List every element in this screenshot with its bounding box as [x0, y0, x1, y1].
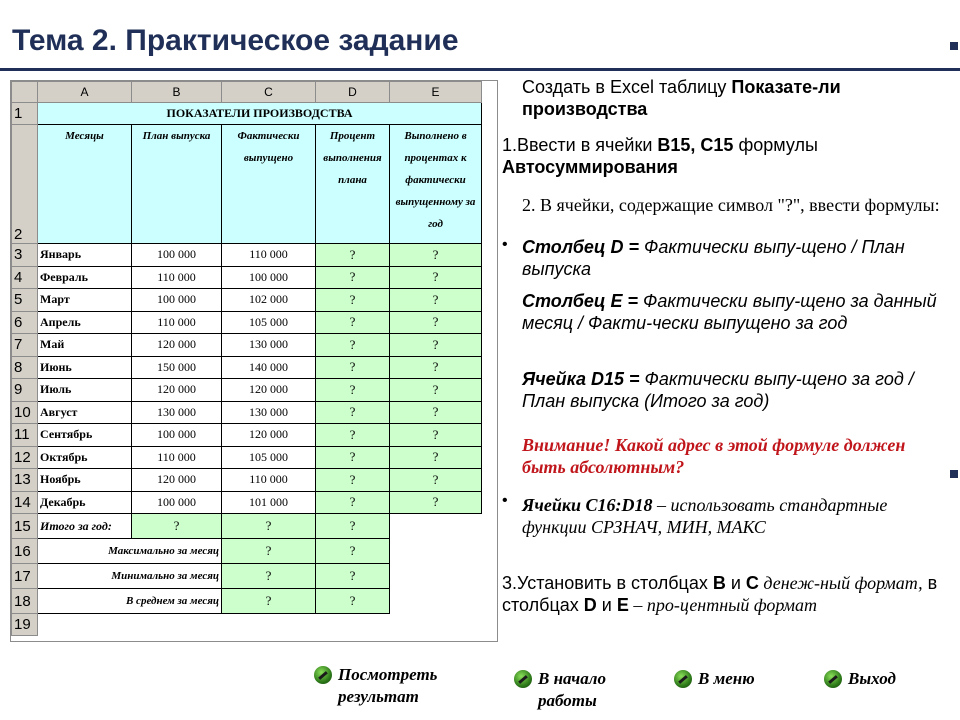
stats-percent-cell[interactable]: ? [316, 564, 390, 589]
stats-fact-cell[interactable]: ? [222, 564, 316, 589]
month-cell[interactable]: Сентябрь [38, 424, 132, 447]
percent-cell[interactable]: ? [316, 334, 390, 357]
stats-label-cell[interactable]: Минимально за месяц [38, 564, 222, 589]
table-row [12, 424, 482, 447]
empty-cell[interactable] [38, 614, 132, 636]
month-cell[interactable]: Ноябрь [38, 469, 132, 492]
step-text: формулы [733, 135, 818, 155]
row-header[interactable]: 8 [12, 356, 38, 379]
table-row [12, 491, 482, 514]
column-header[interactable]: A [38, 82, 132, 103]
empty-cell[interactable] [390, 614, 482, 636]
formula-label: Ячейки C16:D18 [522, 495, 653, 515]
row-header[interactable]: 3 [12, 244, 38, 267]
stats-row [12, 539, 482, 564]
table-row [12, 401, 482, 424]
step-italic: денеж-ный формат, [758, 573, 923, 593]
stats-fact-cell[interactable]: ? [222, 539, 316, 564]
header-cell[interactable]: Месяцы [38, 125, 132, 244]
total-percent-cell[interactable]: ? [316, 514, 390, 539]
row-header[interactable]: 18 [12, 589, 38, 614]
check-circle-icon [314, 666, 332, 684]
row-header[interactable]: 12 [12, 446, 38, 469]
cell-d15-formula [522, 368, 952, 412]
plan-cell[interactable]: 120 000 [132, 469, 222, 492]
check-circle-icon [824, 670, 842, 688]
step-bold: Автосуммирования [502, 157, 678, 177]
percent-cell[interactable]: ? [316, 401, 390, 424]
plan-cell[interactable]: 150 000 [132, 356, 222, 379]
percent-cell[interactable]: ? [316, 311, 390, 334]
fact-cell[interactable]: 140 000 [222, 356, 316, 379]
check-circle-icon [674, 670, 692, 688]
intro-plain: Создать в Excel таблицу [522, 77, 732, 97]
total-row [12, 514, 482, 539]
bullet-icon: • [502, 236, 508, 253]
share-cell[interactable]: ? [390, 379, 482, 402]
header-cell[interactable]: Выполнено в процентах к фактически выпущенному за год [390, 125, 482, 244]
column-header-row [12, 82, 482, 103]
plan-cell[interactable]: 120 000 [132, 334, 222, 357]
header-cell[interactable]: Процент выполнения плана [316, 125, 390, 244]
table-row [12, 379, 482, 402]
share-cell[interactable]: ? [390, 491, 482, 514]
stats-row [12, 564, 482, 589]
fact-cell[interactable]: 105 000 [222, 446, 316, 469]
spreadsheet [10, 80, 498, 642]
step-bold: D [583, 595, 597, 615]
row-header[interactable]: 1 [12, 103, 38, 125]
share-cell[interactable]: ? [390, 401, 482, 424]
header-cell[interactable]: Фактически выпущено [222, 125, 316, 244]
row-header[interactable]: 11 [12, 424, 38, 447]
plan-cell[interactable]: 130 000 [132, 401, 222, 424]
empty-cell[interactable] [390, 539, 482, 564]
row-header[interactable]: 4 [12, 266, 38, 289]
stats-percent-cell[interactable]: ? [316, 539, 390, 564]
plan-cell[interactable]: 100 000 [132, 491, 222, 514]
step-bold: B15, C15 [657, 135, 734, 155]
percent-cell[interactable]: ? [316, 266, 390, 289]
exit-button[interactable] [824, 668, 934, 690]
percent-cell[interactable]: ? [316, 491, 390, 514]
stats-label-cell[interactable]: В среднем за месяц [38, 589, 222, 614]
table-row [12, 103, 482, 125]
exit-label: Выход [848, 669, 896, 688]
month-cell[interactable]: Март [38, 289, 132, 312]
fact-cell[interactable]: 110 000 [222, 244, 316, 267]
column-e-formula [522, 290, 952, 334]
step-number: 1. [502, 135, 518, 155]
header-cell[interactable]: План выпуска [132, 125, 222, 244]
stats-percent-cell[interactable]: ? [316, 589, 390, 614]
empty-cell[interactable] [390, 564, 482, 589]
bullet-icon: • [502, 492, 508, 509]
share-cell[interactable]: ? [390, 311, 482, 334]
row-header[interactable]: 14 [12, 491, 38, 514]
fact-cell[interactable]: 105 000 [222, 311, 316, 334]
check-circle-icon [514, 670, 532, 688]
month-cell[interactable]: Июнь [38, 356, 132, 379]
corner-cell [12, 82, 38, 103]
empty-cell[interactable] [390, 514, 482, 539]
formula-text: Фактически выпу-щено / План выпуска [522, 237, 905, 279]
percent-cell[interactable]: ? [316, 356, 390, 379]
step-2: 2. В ячейки, содержащие символ "?", ввести формулы: [522, 195, 940, 215]
plan-cell[interactable]: 100 000 [132, 289, 222, 312]
row-header[interactable]: 2 [12, 125, 38, 244]
share-cell[interactable]: ? [390, 334, 482, 357]
share-cell[interactable]: ? [390, 244, 482, 267]
formula-label: Столбец E = [522, 291, 639, 311]
month-cell[interactable]: Май [38, 334, 132, 357]
plan-cell[interactable]: 120 000 [132, 379, 222, 402]
table-row [12, 334, 482, 357]
share-cell[interactable]: ? [390, 446, 482, 469]
plan-cell[interactable]: 100 000 [132, 244, 222, 267]
step-text: и [596, 595, 617, 615]
formula-text: Фактически выпу-щено за данный месяц / Факти-чески выпущено за год [522, 291, 937, 333]
table-row [12, 289, 482, 312]
fact-cell[interactable]: 130 000 [222, 334, 316, 357]
fact-cell[interactable]: 120 000 [222, 424, 316, 447]
percent-cell[interactable]: ? [316, 469, 390, 492]
percent-cell[interactable]: ? [316, 424, 390, 447]
total-label-cell[interactable]: Итого за год: [38, 514, 132, 539]
column-header[interactable]: B [132, 82, 222, 103]
share-cell[interactable]: ? [390, 266, 482, 289]
fact-cell[interactable]: 110 000 [222, 469, 316, 492]
empty-cell[interactable] [316, 614, 390, 636]
table-row [12, 244, 482, 267]
share-cell[interactable]: ? [390, 356, 482, 379]
square-marker-icon [950, 42, 958, 50]
month-cell[interactable]: Февраль [38, 266, 132, 289]
month-cell[interactable]: Декабрь [38, 491, 132, 514]
total-plan-cell[interactable]: ? [132, 514, 222, 539]
table-row [12, 125, 482, 244]
step-number: 3. [502, 573, 518, 593]
percent-cell[interactable]: ? [316, 244, 390, 267]
step-text: в столбцах [502, 573, 938, 615]
fact-cell[interactable]: 100 000 [222, 266, 316, 289]
plan-cell[interactable]: 110 000 [132, 266, 222, 289]
table-row [12, 356, 482, 379]
column-header[interactable]: C [222, 82, 316, 103]
to-start-label: В начало работы [538, 669, 606, 710]
column-d-formula [522, 236, 952, 280]
view-result-button[interactable] [314, 664, 484, 708]
step-text: Ввести в ячейки [517, 135, 658, 155]
plan-cell[interactable]: 100 000 [132, 424, 222, 447]
formula-label: Столбец D = [522, 237, 640, 257]
table-row [12, 311, 482, 334]
table-row [12, 446, 482, 469]
row-header[interactable]: 13 [12, 469, 38, 492]
fact-cell[interactable]: 102 000 [222, 289, 316, 312]
total-fact-cell[interactable]: ? [222, 514, 316, 539]
share-cell[interactable]: ? [390, 469, 482, 492]
table-row [12, 469, 482, 492]
formula-label: Ячейка D15 = [522, 369, 640, 389]
row-header[interactable]: 16 [12, 539, 38, 564]
row-header[interactable]: 10 [12, 401, 38, 424]
fact-cell[interactable]: 101 000 [222, 491, 316, 514]
step-1 [502, 134, 952, 178]
month-cell[interactable]: Октябрь [38, 446, 132, 469]
empty-cell[interactable] [222, 614, 316, 636]
to-menu-button[interactable] [674, 668, 794, 690]
share-cell[interactable]: ? [390, 424, 482, 447]
row-header[interactable]: 15 [12, 514, 38, 539]
fact-cell[interactable]: 130 000 [222, 401, 316, 424]
stats-label-cell[interactable]: Максимально за месяц [38, 539, 222, 564]
column-header[interactable]: D [316, 82, 390, 103]
intro-bold: Показате-ли производства [522, 77, 841, 119]
page-title: Тема 2. Практическое задание [12, 24, 459, 57]
intro-text [522, 76, 952, 120]
month-cell[interactable]: Январь [38, 244, 132, 267]
month-cell[interactable]: Апрель [38, 311, 132, 334]
share-cell[interactable]: ? [390, 289, 482, 312]
step-bold: C [745, 573, 759, 593]
title-rule [0, 68, 960, 71]
table-title-cell[interactable]: ПОКАЗАТЕЛИ ПРОИЗВОДСТВА [38, 103, 482, 125]
cells-c16-d18-text [522, 494, 952, 538]
stats-fact-cell[interactable]: ? [222, 589, 316, 614]
step-italic: – про-центный формат [628, 595, 817, 615]
to-start-button[interactable] [514, 668, 644, 712]
step-bold: B [712, 573, 726, 593]
empty-cell[interactable] [132, 614, 222, 636]
row-header[interactable]: 17 [12, 564, 38, 589]
percent-cell[interactable]: ? [316, 289, 390, 312]
row-header[interactable]: 7 [12, 334, 38, 357]
row-header[interactable]: 9 [12, 379, 38, 402]
warning-text: Внимание! Какой адрес в этой формуле должен быть абсолютным? [522, 435, 906, 477]
step-bold: E [616, 595, 629, 615]
row-header[interactable]: 19 [12, 614, 38, 636]
fact-cell[interactable]: 120 000 [222, 379, 316, 402]
to-menu-label: В меню [698, 669, 755, 688]
formula-text: Фактически выпу-щено за год / План выпуска (Итого за год) [522, 369, 914, 411]
plan-cell[interactable]: 110 000 [132, 446, 222, 469]
column-header[interactable]: E [390, 82, 482, 103]
spreadsheet-grid [11, 81, 482, 636]
step-3 [502, 572, 952, 616]
percent-cell[interactable]: ? [316, 379, 390, 402]
month-cell[interactable]: Июль [38, 379, 132, 402]
formula-text: – использовать стандартные функции СРЗНАЧ, МИН, МАКС [522, 495, 888, 537]
step-text: Установить в столбцах [517, 573, 713, 593]
row-header[interactable]: 5 [12, 289, 38, 312]
stats-row [12, 589, 482, 614]
percent-cell[interactable]: ? [316, 446, 390, 469]
plan-cell[interactable]: 110 000 [132, 311, 222, 334]
empty-cell[interactable] [390, 589, 482, 614]
table-row [12, 266, 482, 289]
view-result-label: Посмотреть результат [338, 665, 438, 706]
step-text: и [725, 573, 746, 593]
table-row [12, 614, 482, 636]
row-header[interactable]: 6 [12, 311, 38, 334]
month-cell[interactable]: Август [38, 401, 132, 424]
